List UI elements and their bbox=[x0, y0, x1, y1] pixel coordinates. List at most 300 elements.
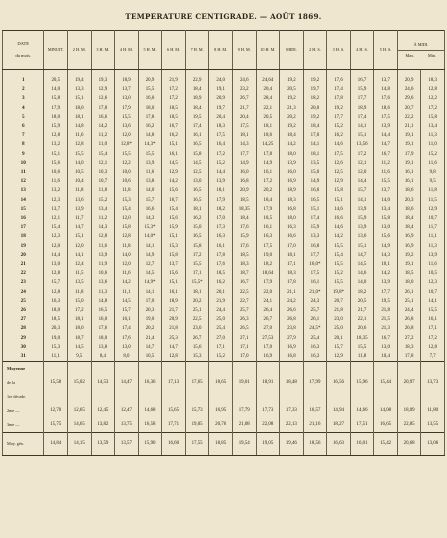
max-label: Max. bbox=[405, 52, 415, 58]
value-cell: 27,0 bbox=[209, 334, 233, 343]
day-cell: 26 bbox=[3, 306, 44, 315]
value-cell: 17,0 bbox=[256, 343, 280, 352]
value-cell: 25,7 bbox=[232, 306, 256, 315]
table-row bbox=[3, 251, 445, 260]
value-cell: 10,0 bbox=[115, 168, 139, 177]
value-cell: 12,8 bbox=[91, 232, 115, 241]
value-cell: 18,7 bbox=[68, 334, 92, 343]
col-header: 8 H. M. bbox=[209, 31, 233, 70]
value-cell: 12,9 bbox=[421, 205, 445, 214]
value-cell: 13,9 bbox=[209, 177, 233, 186]
value-cell: 16,58 bbox=[138, 418, 162, 433]
value-cell: 15,73 bbox=[185, 404, 209, 418]
value-cell: 19,4 bbox=[68, 76, 92, 85]
value-cell: 16,2 bbox=[209, 278, 233, 287]
value-cell: 15,42 bbox=[374, 433, 398, 456]
day-cell: 4 bbox=[3, 104, 44, 113]
value-cell: 13,5 bbox=[303, 159, 327, 168]
value-cell: 14,3 bbox=[138, 214, 162, 223]
value-cell: 16,63 bbox=[327, 433, 351, 456]
day-cell: 3 bbox=[3, 94, 44, 103]
value-cell: 14,53 bbox=[91, 362, 115, 405]
table-row bbox=[3, 269, 445, 278]
value-cell: 14,6 bbox=[327, 223, 351, 232]
value-cell: 17,0 bbox=[209, 214, 233, 223]
value-cell: 18,56 bbox=[303, 433, 327, 456]
value-cell: 13,8 bbox=[91, 343, 115, 352]
value-cell: 12,65 bbox=[68, 404, 92, 418]
value-cell: 18,4 bbox=[185, 85, 209, 94]
average-label bbox=[3, 418, 44, 433]
value-cell: 14,7 bbox=[374, 140, 398, 149]
value-cell: 10,7 bbox=[421, 214, 445, 223]
value-cell: 19,1 bbox=[209, 85, 233, 94]
value-cell: 17,73 bbox=[256, 404, 280, 418]
value-cell: 16,65 bbox=[374, 418, 398, 433]
value-cell: 11,7 bbox=[68, 214, 92, 223]
value-cell: 16,6 bbox=[327, 214, 351, 223]
value-cell: 17,2 bbox=[350, 150, 374, 159]
value-cell: 18,5 bbox=[232, 196, 256, 205]
value-cell: 12,2 bbox=[421, 94, 445, 103]
value-cell: 15,2 bbox=[209, 352, 233, 362]
value-cell: 13,6 bbox=[115, 122, 139, 131]
value-cell: 14,5 bbox=[115, 297, 139, 306]
value-cell: 16,7 bbox=[374, 150, 398, 159]
value-cell: 15,8 bbox=[44, 94, 68, 103]
value-cell: 14,9 bbox=[138, 251, 162, 260]
value-cell: 21,7 bbox=[350, 306, 374, 315]
value-cell: 18,09 bbox=[397, 404, 420, 418]
value-cell: 13,9 bbox=[280, 159, 304, 168]
value-cell: 25,1 bbox=[397, 297, 420, 306]
value-cell: 13,8 bbox=[138, 177, 162, 186]
value-cell: 14,9 bbox=[256, 159, 280, 168]
value-cell: 14,0 bbox=[44, 85, 68, 94]
value-cell: 20,2 bbox=[185, 297, 209, 306]
value-cell: 15,1 bbox=[68, 94, 92, 103]
value-cell: 18,9 bbox=[185, 94, 209, 103]
value-cell: 13,0 bbox=[115, 343, 139, 352]
value-cell: 17,5 bbox=[327, 150, 351, 159]
value-cell: 14,5 bbox=[350, 260, 374, 269]
value-cell: 16,7 bbox=[350, 76, 374, 85]
day-cell: 27 bbox=[3, 315, 44, 324]
value-cell: 14,9 bbox=[303, 177, 327, 186]
value-cell: 15,3* bbox=[138, 223, 162, 232]
value-cell: 18,9 bbox=[162, 297, 186, 306]
value-cell: 21,16 bbox=[303, 418, 327, 433]
value-cell: 26,6 bbox=[280, 306, 304, 315]
decade-label: 3me — bbox=[7, 422, 20, 428]
value-cell: 12,9 bbox=[327, 177, 351, 186]
value-cell: 14,9 bbox=[232, 159, 256, 168]
day-cell: 24 bbox=[3, 288, 44, 297]
value-cell: 23,0 bbox=[327, 315, 351, 324]
value-cell: 21,4 bbox=[138, 334, 162, 343]
value-cell: 25,1 bbox=[185, 306, 209, 315]
value-cell: 11,1 bbox=[115, 288, 139, 297]
day-cell: 22 bbox=[3, 269, 44, 278]
value-cell: 11,3 bbox=[421, 242, 445, 251]
value-cell: 13,0 bbox=[185, 177, 209, 186]
value-cell: 17,1 bbox=[421, 324, 445, 333]
value-cell: 16,6 bbox=[280, 232, 304, 241]
value-cell: 15,1 bbox=[68, 232, 92, 241]
value-cell: 12,8 bbox=[44, 288, 68, 297]
value-cell: 10,5 bbox=[138, 352, 162, 362]
value-cell: 16,1 bbox=[256, 168, 280, 177]
value-cell: 24,6 bbox=[232, 76, 256, 85]
value-cell: 16,7 bbox=[162, 196, 186, 205]
value-cell: 22,1 bbox=[256, 104, 280, 113]
value-cell: 17,8 bbox=[327, 94, 351, 103]
value-cell: 11,1 bbox=[44, 352, 68, 362]
value-cell: 12,9 bbox=[91, 85, 115, 94]
value-cell: 14,8 bbox=[68, 122, 92, 131]
value-cell: 19,46 bbox=[280, 433, 304, 456]
value-cell: 12,70 bbox=[44, 404, 68, 418]
value-cell: 16,3 bbox=[280, 223, 304, 232]
value-cell: 17,6 bbox=[232, 223, 256, 232]
day-cell: 1 bbox=[3, 76, 44, 85]
value-cell: 17,9 bbox=[256, 205, 280, 214]
value-cell: 16,95 bbox=[209, 404, 233, 418]
value-cell: 17,6 bbox=[91, 324, 115, 333]
value-cell: 18,0 bbox=[44, 113, 68, 122]
value-cell: 16,0 bbox=[280, 168, 304, 177]
value-cell: 22,13 bbox=[280, 418, 304, 433]
value-cell: 13,9 bbox=[350, 205, 374, 214]
value-cell: 16,8 bbox=[280, 352, 304, 362]
value-cell: 13,6 bbox=[68, 196, 92, 205]
value-cell: 16,4 bbox=[209, 140, 233, 149]
value-cell: 17,0 bbox=[138, 297, 162, 306]
value-cell: 20,5 bbox=[44, 76, 68, 85]
value-cell: 18,5 bbox=[232, 251, 256, 260]
value-cell: 14,8 bbox=[138, 131, 162, 140]
value-cell: 12,8* bbox=[115, 140, 139, 149]
value-cell: 14,8 bbox=[91, 297, 115, 306]
value-cell: 10,7 bbox=[91, 177, 115, 186]
value-cell: 15,90 bbox=[138, 433, 162, 456]
value-cell: 15,9 bbox=[350, 85, 374, 94]
value-cell: 14,0* bbox=[138, 232, 162, 241]
value-cell: 18,6 bbox=[397, 186, 420, 195]
table-row bbox=[3, 278, 445, 287]
value-cell: 12,8 bbox=[44, 131, 68, 140]
value-cell: 25,4 bbox=[303, 334, 327, 343]
value-cell: 13,7 bbox=[374, 76, 398, 85]
value-cell: 14,8 bbox=[374, 85, 398, 94]
value-cell: 14,9 bbox=[374, 242, 398, 251]
value-cell: 16,01 bbox=[350, 433, 374, 456]
value-cell: 16,7 bbox=[374, 334, 398, 343]
value-cell: 25,0 bbox=[209, 315, 233, 324]
monthly-average-row bbox=[3, 433, 445, 456]
value-cell: 17,9 bbox=[44, 104, 68, 113]
value-cell: 10,7 bbox=[421, 288, 445, 297]
value-cell: 15,7 bbox=[138, 196, 162, 205]
value-cell: 17,1 bbox=[232, 343, 256, 352]
value-cell: 14,6 bbox=[327, 205, 351, 214]
value-cell: 15,2 bbox=[327, 269, 351, 278]
value-cell: 13,4 bbox=[91, 205, 115, 214]
value-cell: 18,4 bbox=[232, 214, 256, 223]
value-cell: 12,0 bbox=[115, 214, 139, 223]
value-cell: 15,1 bbox=[303, 205, 327, 214]
value-cell: 19,05 bbox=[185, 418, 209, 433]
value-cell: 16,8 bbox=[303, 242, 327, 251]
value-cell: 16,6 bbox=[91, 113, 115, 122]
value-cell: 19,0 bbox=[138, 315, 162, 324]
value-cell: 16,8 bbox=[280, 205, 304, 214]
value-cell: 18,9 bbox=[115, 76, 139, 85]
value-cell: 17,2 bbox=[421, 334, 445, 343]
table-row bbox=[3, 334, 445, 343]
value-cell: 18,4 bbox=[185, 104, 209, 113]
value-cell: 11,3 bbox=[91, 288, 115, 297]
value-cell: 15,1 bbox=[327, 196, 351, 205]
table-row bbox=[3, 150, 445, 159]
day-cell: 17 bbox=[3, 223, 44, 232]
value-cell: 17,5 bbox=[256, 242, 280, 251]
value-cell: 16,9 bbox=[280, 343, 304, 352]
value-cell: 24,4 bbox=[397, 306, 420, 315]
value-cell: 14,47 bbox=[115, 362, 139, 405]
value-cell: 24,2 bbox=[280, 297, 304, 306]
value-cell: 15,6 bbox=[44, 159, 68, 168]
value-cell: 20,76 bbox=[209, 418, 233, 433]
value-cell: 23,2 bbox=[232, 85, 256, 94]
value-cell: 14,1 bbox=[138, 242, 162, 251]
value-cell: 15,8 bbox=[421, 113, 445, 122]
value-cell: 16,56 bbox=[327, 362, 351, 405]
value-cell: 14,3 bbox=[374, 251, 398, 260]
value-cell: 17,13 bbox=[162, 362, 186, 405]
value-cell: 16,2 bbox=[138, 122, 162, 131]
value-cell: 19,1 bbox=[397, 140, 420, 149]
col-header: 10 H. M. bbox=[256, 31, 280, 70]
value-cell: 15,2 bbox=[327, 122, 351, 131]
date-label: DATE bbox=[17, 41, 30, 47]
value-cell: 15,5 bbox=[421, 306, 445, 315]
extreme-header bbox=[397, 31, 444, 70]
value-cell: 14,2 bbox=[374, 269, 398, 278]
extreme-label: À MIDI. bbox=[398, 42, 444, 50]
value-cell: 20,0 bbox=[303, 104, 327, 113]
value-cell: 16,0 bbox=[91, 315, 115, 324]
value-cell: 17,9 bbox=[397, 150, 420, 159]
value-cell: 12,1 bbox=[44, 214, 68, 223]
value-cell: 11,1 bbox=[421, 232, 445, 241]
value-cell: 24,6 bbox=[397, 85, 420, 94]
value-cell: 27,2 bbox=[397, 334, 420, 343]
value-cell: 20,97 bbox=[397, 362, 420, 405]
value-cell: 15,1 bbox=[162, 278, 186, 287]
value-cell: 13,0 bbox=[374, 343, 398, 352]
table-row bbox=[3, 352, 445, 362]
value-cell: 17,33 bbox=[280, 404, 304, 418]
value-cell: 18,5 bbox=[162, 104, 186, 113]
day-cell: 18 bbox=[3, 232, 44, 241]
value-cell: 15,9 bbox=[303, 223, 327, 232]
value-cell: 26,7 bbox=[185, 334, 209, 343]
value-cell: 19,1 bbox=[397, 159, 420, 168]
day-cell: 20 bbox=[3, 251, 44, 260]
value-cell: 12,3 bbox=[421, 278, 445, 287]
value-cell: 13,59 bbox=[91, 433, 115, 456]
value-cell: 19,2 bbox=[280, 122, 304, 131]
value-cell: 17,1 bbox=[209, 343, 233, 352]
value-cell: 12,0 bbox=[115, 260, 139, 269]
value-cell: 13,9 bbox=[421, 251, 445, 260]
value-cell: 18,65 bbox=[209, 362, 233, 405]
table-row bbox=[3, 242, 445, 251]
value-cell: 15,6 bbox=[162, 269, 186, 278]
value-cell: 16,1 bbox=[115, 315, 139, 324]
value-cell: 18,1 bbox=[232, 131, 256, 140]
value-cell: 17,0 bbox=[232, 352, 256, 362]
table-row bbox=[3, 223, 445, 232]
averages-title: Moyenne bbox=[7, 366, 26, 372]
value-cell: 14,5 bbox=[138, 269, 162, 278]
value-cell: 17,5 bbox=[374, 113, 398, 122]
value-cell: 27,9 bbox=[280, 334, 304, 343]
value-cell: 18,1 bbox=[256, 122, 280, 131]
value-cell: 18,35 bbox=[232, 205, 256, 214]
value-cell: 15,3 bbox=[185, 352, 209, 362]
value-cell: 14,08 bbox=[374, 404, 398, 418]
value-cell: 24,64 bbox=[256, 76, 280, 85]
value-cell: 15,2 bbox=[91, 196, 115, 205]
value-cell: 14,9* bbox=[138, 278, 162, 287]
value-cell: 8,0 bbox=[115, 352, 139, 362]
value-cell: 15,3 bbox=[162, 242, 186, 251]
value-cell: 21,08 bbox=[232, 418, 256, 433]
value-cell: 12,47 bbox=[115, 404, 139, 418]
value-cell: 11,80 bbox=[421, 404, 445, 418]
decade-label: 1re décade. bbox=[7, 394, 27, 400]
value-cell: 15,4 bbox=[162, 205, 186, 214]
col-header: 3 H. M. bbox=[91, 31, 115, 70]
table-row bbox=[3, 177, 445, 186]
value-cell: 18,5 bbox=[397, 269, 420, 278]
decade-label: 2me — bbox=[7, 408, 20, 414]
value-cell: 16,60 bbox=[162, 433, 186, 456]
value-cell: 10,5 bbox=[68, 168, 92, 177]
value-cell: 28,4 bbox=[256, 94, 280, 103]
value-cell: 14,0 bbox=[350, 278, 374, 287]
value-cell: 17,2 bbox=[421, 104, 445, 113]
value-cell: 18,4 bbox=[397, 214, 420, 223]
value-cell: 11,8 bbox=[68, 186, 92, 195]
value-cell: 11,0 bbox=[421, 140, 445, 149]
value-cell: 18,6 bbox=[374, 104, 398, 113]
table-row bbox=[3, 131, 445, 140]
table-row bbox=[3, 214, 445, 223]
value-cell: 18,9 bbox=[280, 186, 304, 195]
value-cell: 15,0 bbox=[303, 168, 327, 177]
value-cell: 15,8 bbox=[327, 186, 351, 195]
value-cell: 17,7 bbox=[374, 288, 398, 297]
value-cell: 14,2 bbox=[327, 232, 351, 241]
value-cell: 18,5 bbox=[209, 269, 233, 278]
value-cell: 20,7 bbox=[327, 297, 351, 306]
value-cell: 24,3 bbox=[303, 297, 327, 306]
value-cell: 19,2 bbox=[303, 76, 327, 85]
value-cell: 16,3 bbox=[303, 343, 327, 352]
value-cell: 17,7 bbox=[350, 94, 374, 103]
day-cell: 23 bbox=[3, 278, 44, 287]
value-cell: 14,1 bbox=[350, 196, 374, 205]
table-row bbox=[3, 122, 445, 131]
value-cell: 16,0* bbox=[303, 260, 327, 269]
value-cell: 18,1 bbox=[68, 315, 92, 324]
value-cell: 19,1 bbox=[397, 260, 420, 269]
value-cell: 18,9 bbox=[350, 104, 374, 113]
value-cell: 25,4 bbox=[209, 324, 233, 333]
value-cell: 14,1 bbox=[68, 251, 92, 260]
value-cell: 11,8 bbox=[421, 186, 445, 195]
value-cell: 16,3 bbox=[44, 297, 68, 306]
value-cell: 11,6 bbox=[138, 168, 162, 177]
day-cell: 29 bbox=[3, 334, 44, 343]
value-cell: 17,55 bbox=[185, 433, 209, 456]
value-cell: 18,5 bbox=[162, 113, 186, 122]
value-cell: 18,64 bbox=[256, 269, 280, 278]
value-cell: 13,73 bbox=[421, 362, 445, 405]
value-cell: 18,1 bbox=[303, 150, 327, 159]
value-cell: 19,2 bbox=[280, 76, 304, 85]
value-cell: 15,58 bbox=[44, 362, 68, 405]
value-cell: 20,3 bbox=[138, 306, 162, 315]
day-cell: 15 bbox=[3, 205, 44, 214]
value-cell: 17,2 bbox=[162, 85, 186, 94]
value-cell: 15,2 bbox=[421, 150, 445, 159]
table-row bbox=[3, 140, 445, 149]
value-cell: 18,91 bbox=[256, 362, 280, 405]
value-cell: 16,9 bbox=[280, 177, 304, 186]
value-cell: 14,5 bbox=[68, 343, 92, 352]
value-cell: 18,0 bbox=[68, 104, 92, 113]
value-cell: 26,7 bbox=[256, 315, 280, 324]
value-cell: 14,1 bbox=[350, 122, 374, 131]
value-cell: 17,8 bbox=[280, 278, 304, 287]
value-cell: 18,3 bbox=[397, 343, 420, 352]
value-cell: 22,2 bbox=[397, 113, 420, 122]
value-cell: 13,57 bbox=[115, 433, 139, 456]
value-cell: 20,5 bbox=[280, 85, 304, 94]
value-cell: 10,6 bbox=[91, 269, 115, 278]
value-cell: 18,6 bbox=[397, 205, 420, 214]
value-cell: 17,2 bbox=[68, 306, 92, 315]
value-cell: 21,1 bbox=[397, 122, 420, 131]
value-cell: 14,6 bbox=[327, 140, 351, 149]
table-row bbox=[3, 186, 445, 195]
value-cell: 16,5 bbox=[303, 196, 327, 205]
value-cell: 24,5* bbox=[303, 324, 327, 333]
table-row bbox=[3, 159, 445, 168]
table-body bbox=[3, 70, 445, 456]
value-cell: 15,1 bbox=[162, 140, 186, 149]
value-cell: 12,8 bbox=[421, 343, 445, 352]
average-label bbox=[3, 362, 44, 405]
value-cell: 20,3 bbox=[397, 196, 420, 205]
value-cell: 22,85 bbox=[397, 418, 420, 433]
value-cell: 12,1 bbox=[350, 159, 374, 168]
table-row bbox=[3, 205, 445, 214]
